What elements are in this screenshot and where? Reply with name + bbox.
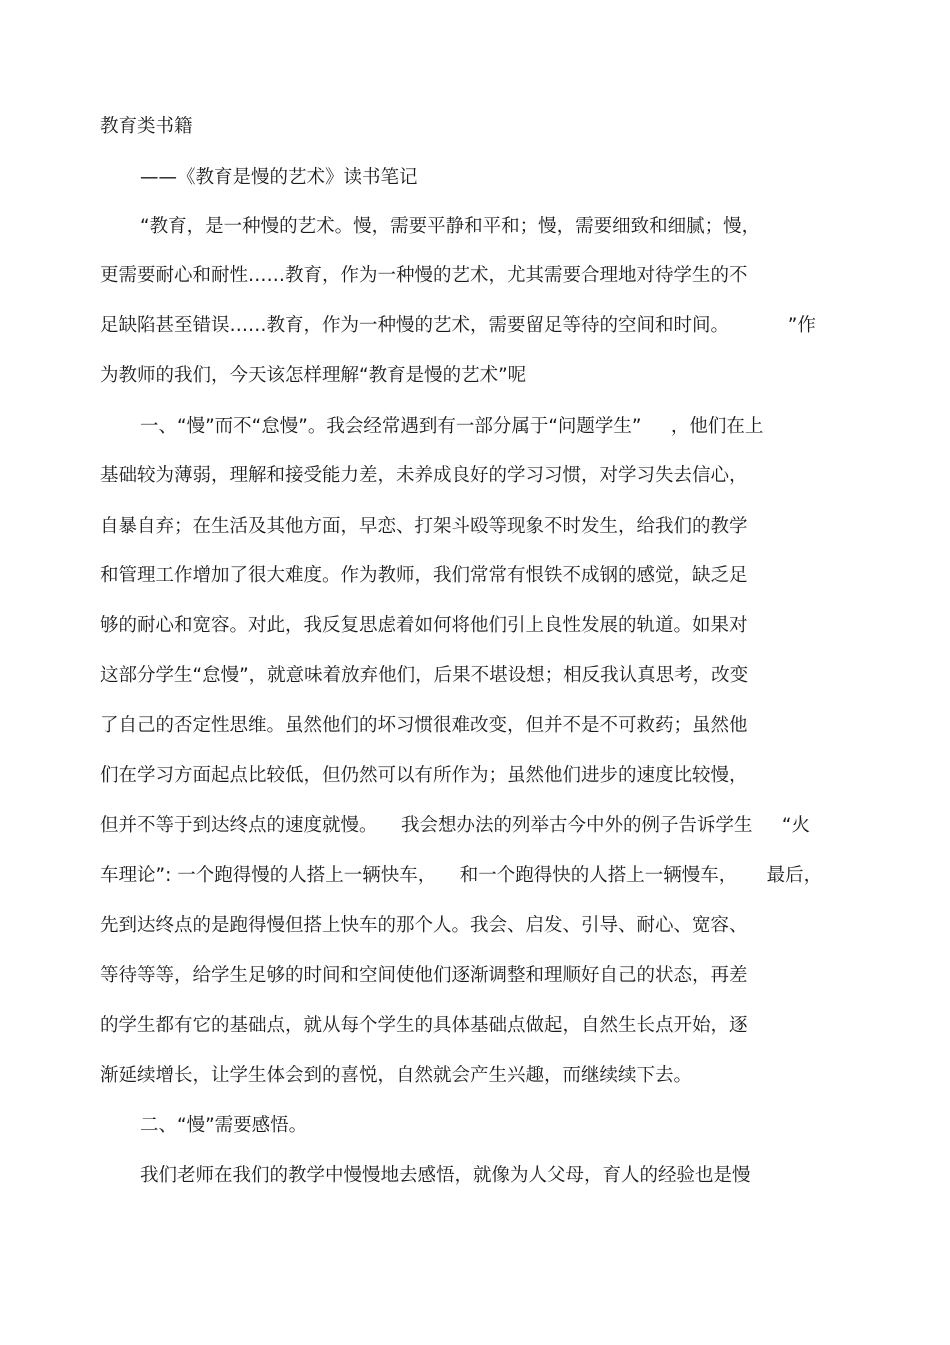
document-header: 教育类书籍 [100, 116, 193, 137]
text-line: 但并不等于到达终点的速度就慢。 我会想办法的列举古今中外的例子告诉学生 “火 [100, 815, 811, 836]
text-line: 基础较为薄弱，理解和接受能力差，未养成良好的学习习惯，对学习失去信心， [100, 465, 748, 486]
text-line: 车理论”: 一个跑得慢的人搭上一辆快车， 和一个跑得快的人搭上一辆慢车， 最后， [100, 865, 823, 886]
text-line: 自暴自弃；在生活及其他方面，早恋、打架斗殴等现象不时发生，给我们的教学 [100, 516, 748, 537]
document-subtitle: ——《教育是慢的艺术》读书笔记 [140, 167, 418, 188]
section-heading: 二、“慢”需要感悟。 [140, 1115, 308, 1136]
text-line: 足缺陷甚至错误……教育，作为一种慢的艺术，需要留足等待的空间和时间。 ”作 [100, 315, 816, 336]
text-line: “教育，是一种慢的艺术。慢，需要平静和平和；慢，需要细致和细腻；慢， [140, 216, 761, 237]
text-line: 的学生都有它的基础点，就从每个学生的具体基础点做起，自然生长点开始，逐 [100, 1015, 748, 1036]
text-line: 更需要耐心和耐性……教育，作为一种慢的艺术，尤其需要合理地对待学生的不 [100, 265, 748, 286]
text-line: 渐延续增长，让学生体会到的喜悦，自然就会产生兴趣，而继续续下去。 [100, 1065, 693, 1086]
text-line: 先到达终点的是跑得慢但搭上快车的那个人。我会、启发、引导、耐心、宽容、 [100, 915, 748, 936]
text-line: 为教师的我们，今天该怎样理解“教育是慢的艺术”呢 [100, 365, 527, 386]
text-line: 够的耐心和宽容。对此，我反复思虑着如何将他们引上良性发展的轨道。如果对 [100, 615, 748, 636]
text-line: 我们老师在我们的教学中慢慢地去感悟，就像为人父母，育人的经验也是慢 [140, 1165, 751, 1186]
text-line: 一、“慢”而不“怠慢”。我会经常遇到有一部分属于“问题学生” ，他们在上 [140, 416, 764, 437]
text-line: 和管理工作增加了很大难度。作为教师，我们常常有恨铁不成钢的感觉，缺乏足 [100, 565, 748, 586]
text-line: 等待等等，给学生足够的时间和空间使他们逐渐调整和理顺好自己的状态，再差 [100, 965, 748, 986]
text-line: 了自己的否定性思维。虽然他们的坏习惯很难改变，但并不是不可救药；虽然他 [100, 715, 748, 736]
text-line: 们在学习方面起点比较低，但仍然可以有所作为；虽然他们进步的速度比较慢， [100, 765, 748, 786]
text-line: 这部分学生“怠慢”，就意味着放弃他们，后果不堪设想；相反我认真思考，改变 [100, 665, 749, 686]
